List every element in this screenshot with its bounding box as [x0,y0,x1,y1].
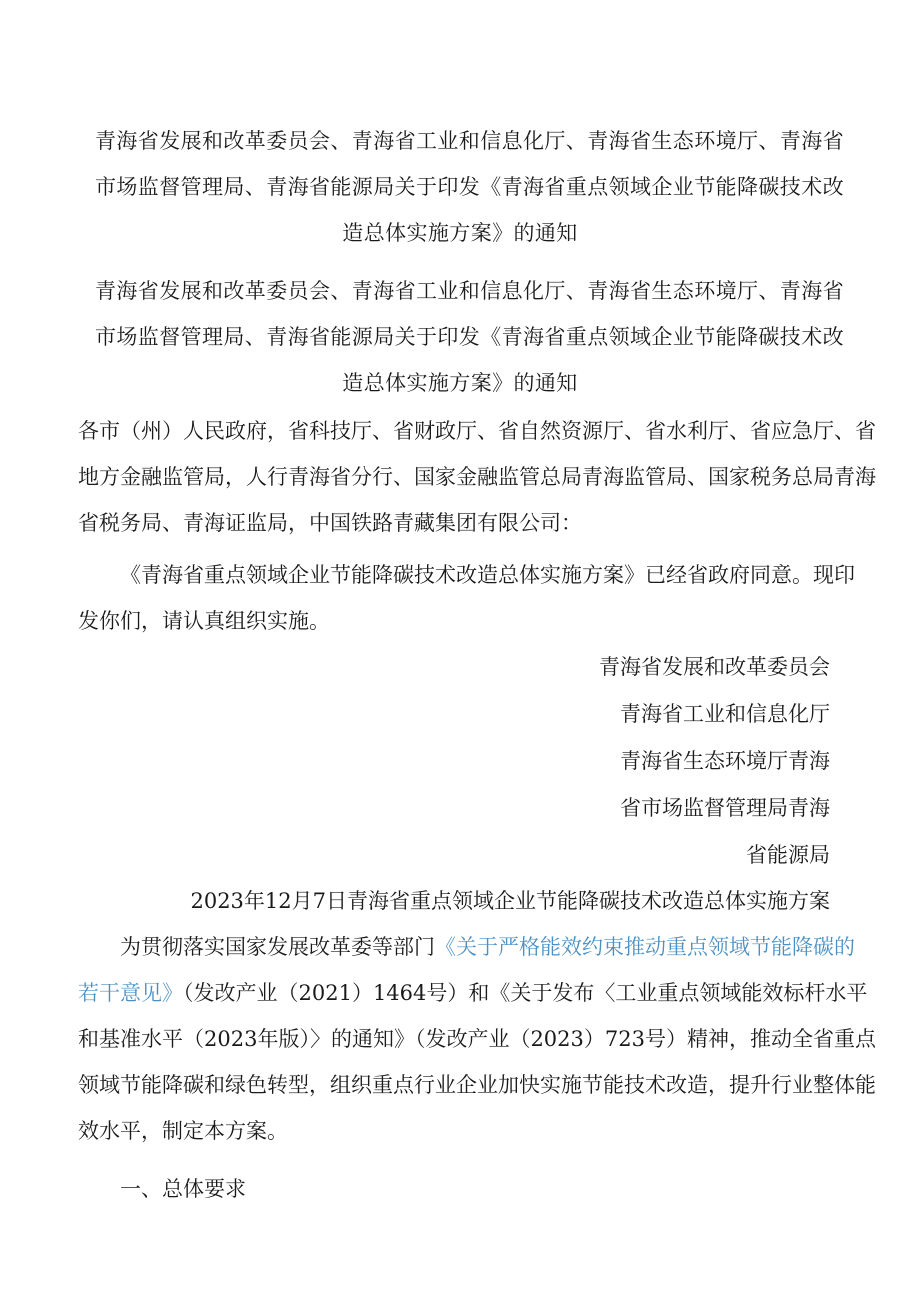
title-line: 造总体实施方案》的通知 [342,221,578,245]
policy-link-continued[interactable]: 若干意见》 [78,981,183,1005]
document-title-repeat [95,268,844,406]
signatory-line: 青海省发展和改革委员会 [599,655,830,679]
addressees-line: 地方金融监管局，人行青海省分行、国家金融监管总局青海监管局、国家税务总局青海 [78,465,876,489]
policy-link[interactable]: 《关于严格能效约束推动重点领域节能降碳的 [435,935,855,959]
intro-line: 和基准水平（2023年版）〉的通知》（发改产业（2023）723号）精神，推动全省重点 [78,1027,876,1051]
signatory-line: 青海省生态环境厅青海 [620,749,830,773]
title-line: 造总体实施方案》的通知 [342,371,578,395]
notice-body-line: 发你们，请认真组织实施。 [78,609,330,633]
title-line: 市场监督管理局、青海省能源局关于印发《青海省重点领域企业节能降碳技术改 [95,175,844,199]
section-heading-text: 一、总体要求 [120,1177,246,1201]
title-line: 青海省发展和改革委员会、青海省工业和信息化厅、青海省生态环境厅、青海省 [95,279,844,303]
intro-text: （发改产业（2021）1464号）和《关于发布〈工业重点领域能效标杆水平 [183,981,868,1005]
notice-body-line: 《青海省重点领域企业节能降碳技术改造总体实施方案》已经省政府同意。现印 [120,563,855,587]
intro-line [78,924,855,970]
title-line: 青海省发展和改革委员会、青海省工业和信息化厅、青海省生态环境厅、青海省 [95,129,844,153]
document-title-primary [95,118,844,256]
intro-prefix: 为贯彻落实国家发展改革委等部门 [120,935,435,959]
intro-paragraph [78,924,876,1154]
title-line: 市场监督管理局、青海省能源局关于印发《青海省重点领域企业节能降碳技术改 [95,325,844,349]
signatory-line: 青海省工业和信息化厅 [620,702,830,726]
notice-body-paragraph [78,552,855,644]
intro-line [78,970,868,1016]
intro-line: 领域节能降碳和绿色转型，组织重点行业企业加快实施节能技术改造，提升行业整体能 [78,1073,876,1097]
intro-line: 效水平，制定本方案。 [78,1119,288,1143]
date-and-plan-title: 2023年12月7日青海省重点领域企业节能降碳技术改造总体实施方案 [190,889,830,913]
addressees-line: 省税务局、青海证监局，中国铁路青藏集团有限公司： [78,511,582,535]
addressees-paragraph [78,408,876,546]
signatory-line: 省市场监督管理局青海 [620,796,830,820]
section-heading [78,1166,830,1212]
addressees-line: 各市（州）人民政府，省科技厅、省财政厅、省自然资源厅、省水利厅、省应急厅、省 [78,419,876,443]
signatory-line: 省能源局 [746,843,830,867]
